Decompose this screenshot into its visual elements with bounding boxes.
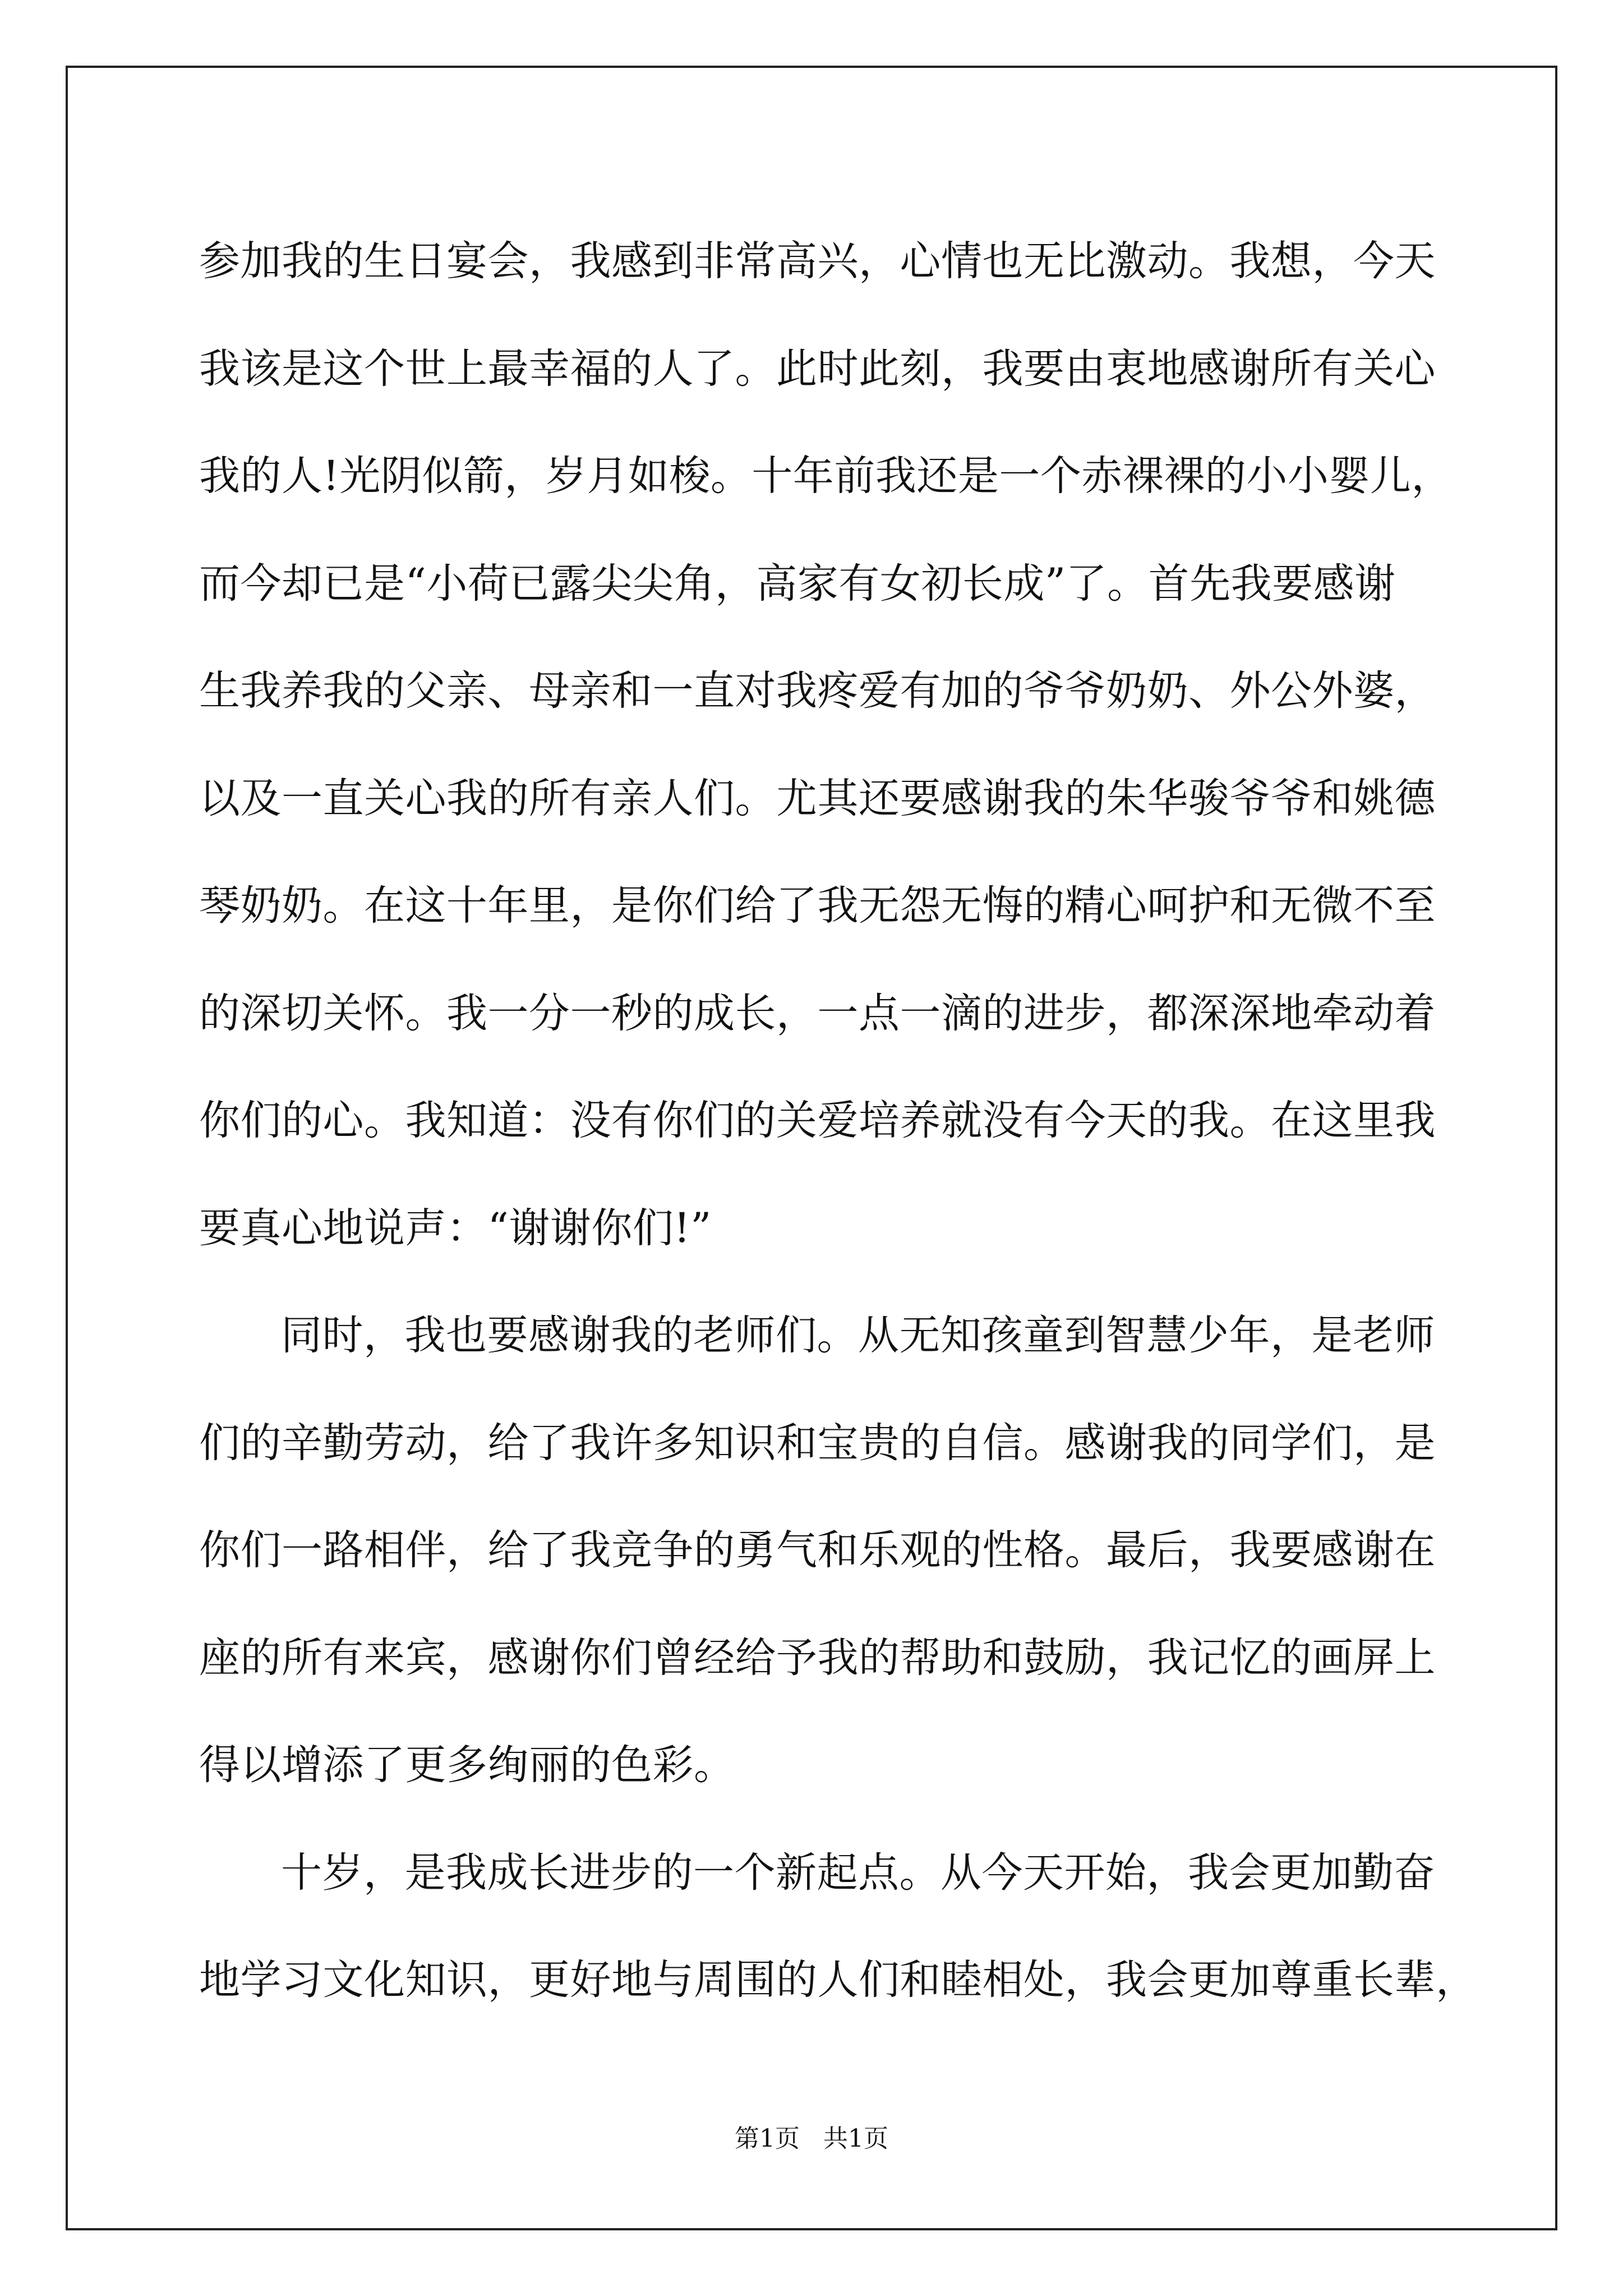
text-line: 地学习文化知识，更好地与周围的人们和睦相处，我会更加尊重长辈， bbox=[199, 1956, 1477, 2004]
text-line: 要真心地说声：“谢谢你们!” bbox=[199, 1204, 712, 1252]
text-line: 座的所有来宾，感谢你们曾经给予我的帮助和鼓励，我记忆的画屏上 bbox=[199, 1634, 1436, 1682]
text-line: 而今却已是“小荷已露尖尖角，高家有女初长成”了。首先我要感谢 bbox=[199, 559, 1396, 608]
text-line: 以及一直关心我的所有亲人们。尤其还要感谢我的朱华骏爷爷和姚德 bbox=[199, 774, 1436, 822]
paragraph-first-line: 同时，我也要感谢我的老师们。从无知孩童到智慧少年，是老师 bbox=[281, 1312, 1435, 1359]
paragraph-first-line: 十岁，是我成长进步的一个新起点。从今天开始，我会更加勤奋 bbox=[281, 1848, 1435, 1897]
text-line: 参加我的生日宴会，我感到非常高兴，心情也无比激动。我想，今天 bbox=[199, 237, 1436, 285]
text-line: 你们一路相伴，给了我竞争的勇气和乐观的性格。最后，我要感谢在 bbox=[199, 1526, 1436, 1574]
text-line: 琴奶奶。在这十年里，是你们给了我无怨无悔的精心呵护和无微不至 bbox=[199, 882, 1436, 930]
text-line: 我的人!光阴似箭，岁月如梭。十年前我还是一个赤裸裸的小小婴儿， bbox=[199, 452, 1453, 500]
text-line: 生我养我的父亲、母亲和一直对我疼爱有加的爷爷奶奶、外公外婆， bbox=[199, 667, 1436, 715]
text-line: 你们的心。我知道：没有你们的关爱培养就没有今天的我。在这里我 bbox=[199, 1097, 1436, 1144]
text-line: 我该是这个世上最幸福的人了。此时此刻，我要由衷地感谢所有关心 bbox=[199, 344, 1436, 393]
document-body bbox=[199, 208, 1477, 2034]
page-number-footer: 第1页 共1页 bbox=[735, 2124, 888, 2153]
text-line: 得以增添了更多绚丽的色彩。 bbox=[199, 1741, 735, 1789]
text-line: 的深切关怀。我一分一秒的成长，一点一滴的进步，都深深地牵动着 bbox=[199, 989, 1436, 1037]
text-line: 们的辛勤劳动，给了我许多知识和宝贵的自信。感谢我的同学们，是 bbox=[199, 1419, 1436, 1467]
